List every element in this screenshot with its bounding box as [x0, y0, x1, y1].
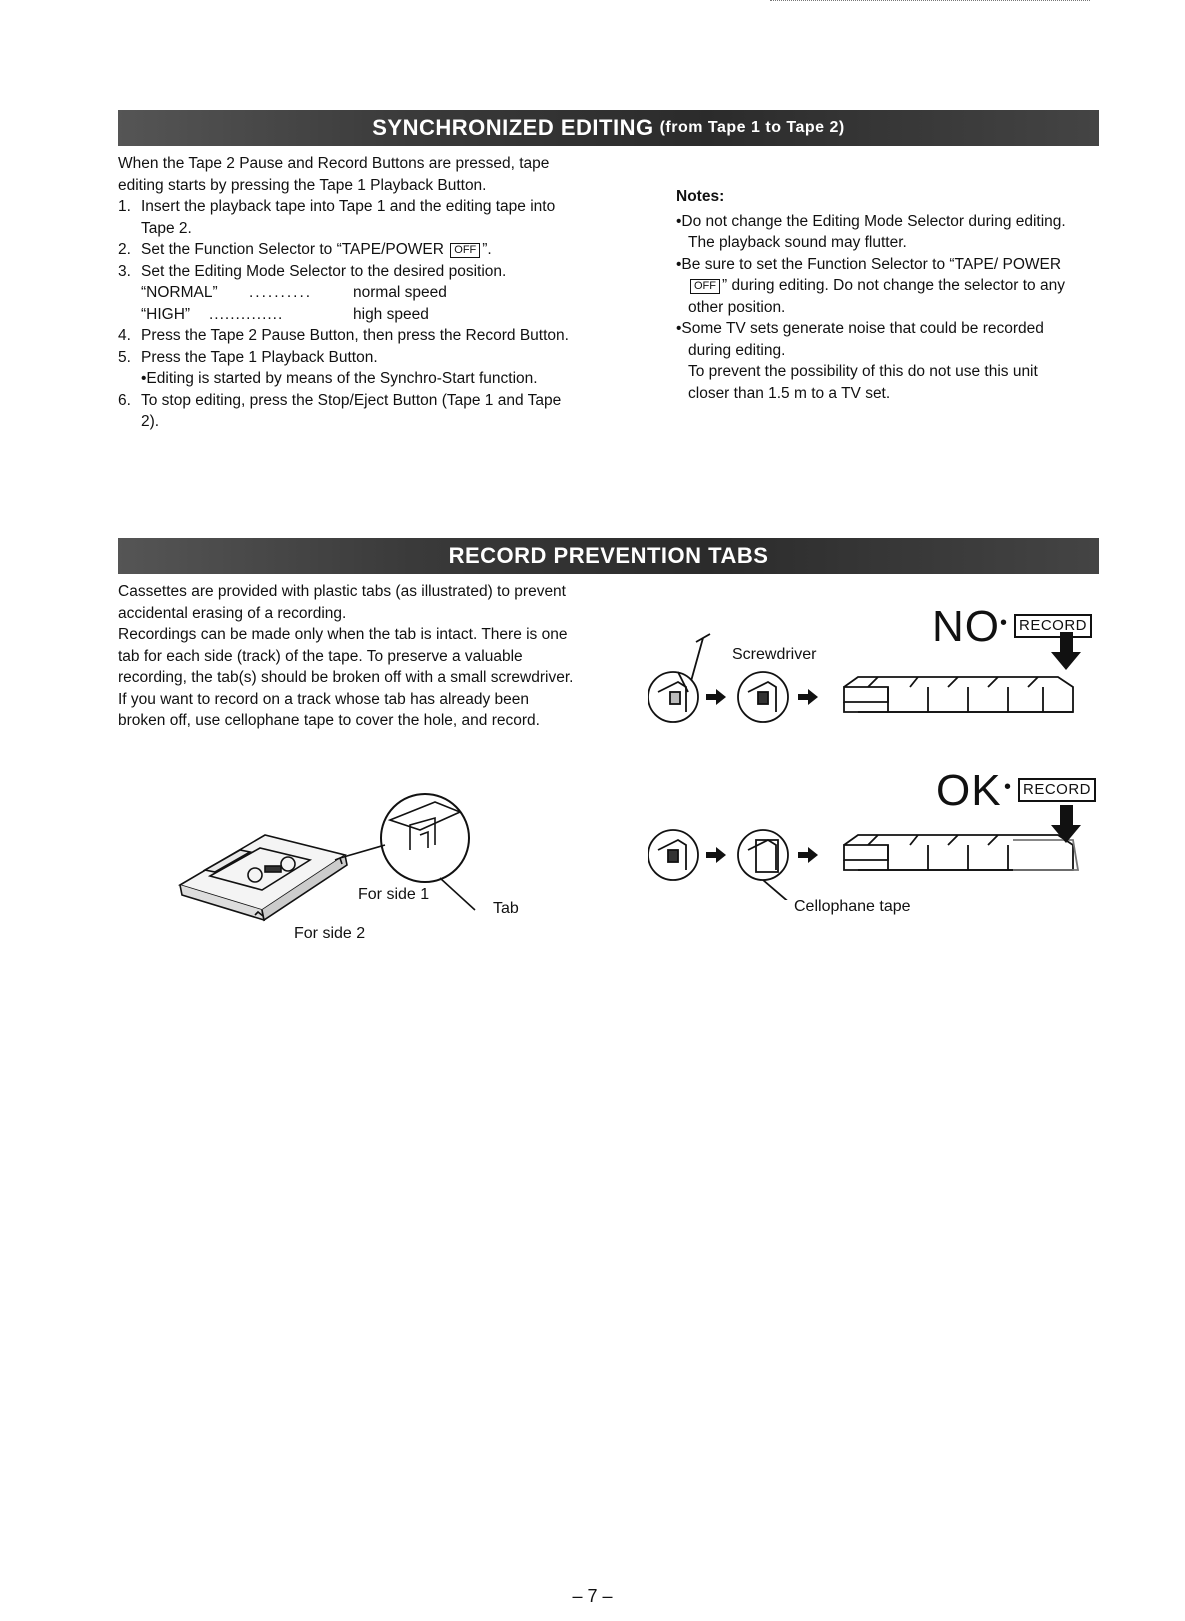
paragraph-1: Cassettes are provided with plastic tabs (as illustrated) to prevent accidental erasing of a recording. — [118, 583, 566, 622]
label-cellophane-tape: Cellophane tape — [794, 898, 911, 915]
label-for-side-1: For side 1 — [358, 886, 430, 903]
record-prevention-text — [118, 581, 574, 732]
step-1: 1. Insert the playback tape into Tape 1 and the editing tape into Tape 2. — [118, 198, 556, 237]
editing-intro: When the Tape 2 Pause and Record Buttons are pressed, tape editing starts by pressing the Tape 1 Playback Button. — [118, 155, 550, 194]
page-number: – 7 – — [572, 1586, 613, 1606]
speed-row-high: “HIGH” .............. high speed — [141, 305, 429, 323]
note-4: To prevent the possibility of this do not use this unit closer than 1.5 m to a TV set. — [688, 363, 1038, 402]
section-title: RECORD PREVENTION TABS — [448, 543, 769, 568]
paragraph-3: If you want to record on a track whose tab has already been broken off, use cellophane tape to cover the hole, and record. — [118, 690, 540, 729]
note-2: •Be sure to set the Function Selector to “TAPE/ POWER OFF ” during editing. Do not change the selector to any other position. — [676, 255, 1065, 316]
off-key-box: OFF — [450, 243, 480, 258]
label-for-side-2: For side 2 — [294, 925, 366, 942]
note-1: •Do not change the Editing Mode Selector during editing. The playback sound may flutter. — [676, 212, 1066, 251]
no-label: NO — [932, 602, 1000, 651]
notes-title: Notes: — [676, 188, 725, 205]
editing-instructions — [118, 153, 574, 433]
editing-steps — [118, 196, 574, 433]
record-box-ok: RECORD — [1018, 778, 1096, 802]
record-box-no: RECORD — [1014, 614, 1092, 638]
step-2: 2. Set the Function Selector to “TAPE/POWER OFF ”. — [118, 241, 492, 258]
speed-row-normal: “NORMAL” .......... normal speed — [141, 284, 447, 301]
step-6: 6. To stop editing, press the Stop/Eject Button (Tape 1 and Tape 2). — [118, 391, 562, 430]
section-banner-record-prevention — [118, 538, 1099, 574]
note-3: •Some TV sets generate noise that could be recorded during editing. — [676, 320, 1044, 359]
top-edge-line — [770, 0, 1090, 3]
label-screwdriver: Screwdriver — [732, 646, 817, 663]
section-subtitle: (from Tape 1 to Tape 2) — [659, 119, 845, 136]
tab-cover-sequence — [648, 800, 1098, 900]
ok-label: OK — [936, 766, 1002, 815]
tab-zoom-circle — [381, 794, 469, 882]
section-banner-synchronized-editing — [118, 110, 1099, 146]
off-key-box: OFF — [690, 279, 720, 294]
section-title: SYNCHRONIZED EDITING — [372, 115, 654, 140]
bullet-ok: • — [1004, 776, 1012, 798]
step-5-note: •Editing is started by means of the Synchro-Start function. — [141, 370, 538, 387]
step-5: 5. Press the Tape 1 Playback Button. •Editing is started by means of the Synchro-Start function. — [118, 347, 574, 390]
bullet-no: • — [1000, 612, 1008, 634]
label-tab: Tab — [493, 900, 519, 917]
step-3: 3. Set the Editing Mode Selector to the desired position. “NORMAL” .......... normal speed “HIGH” .............. high speed — [118, 261, 574, 326]
tab-removal-sequence — [648, 632, 1098, 732]
step-4: 4. Press the Tape 2 Pause Button, then press the Record Button. — [118, 327, 569, 344]
paragraph-2: Recordings can be made only when the tab is intact. There is one tab for each side (track) of the tape. To preserve a valuable recording, the tab(s) should be broken off with a small screwdriver. — [118, 626, 574, 686]
notes-panel — [676, 186, 1078, 404]
